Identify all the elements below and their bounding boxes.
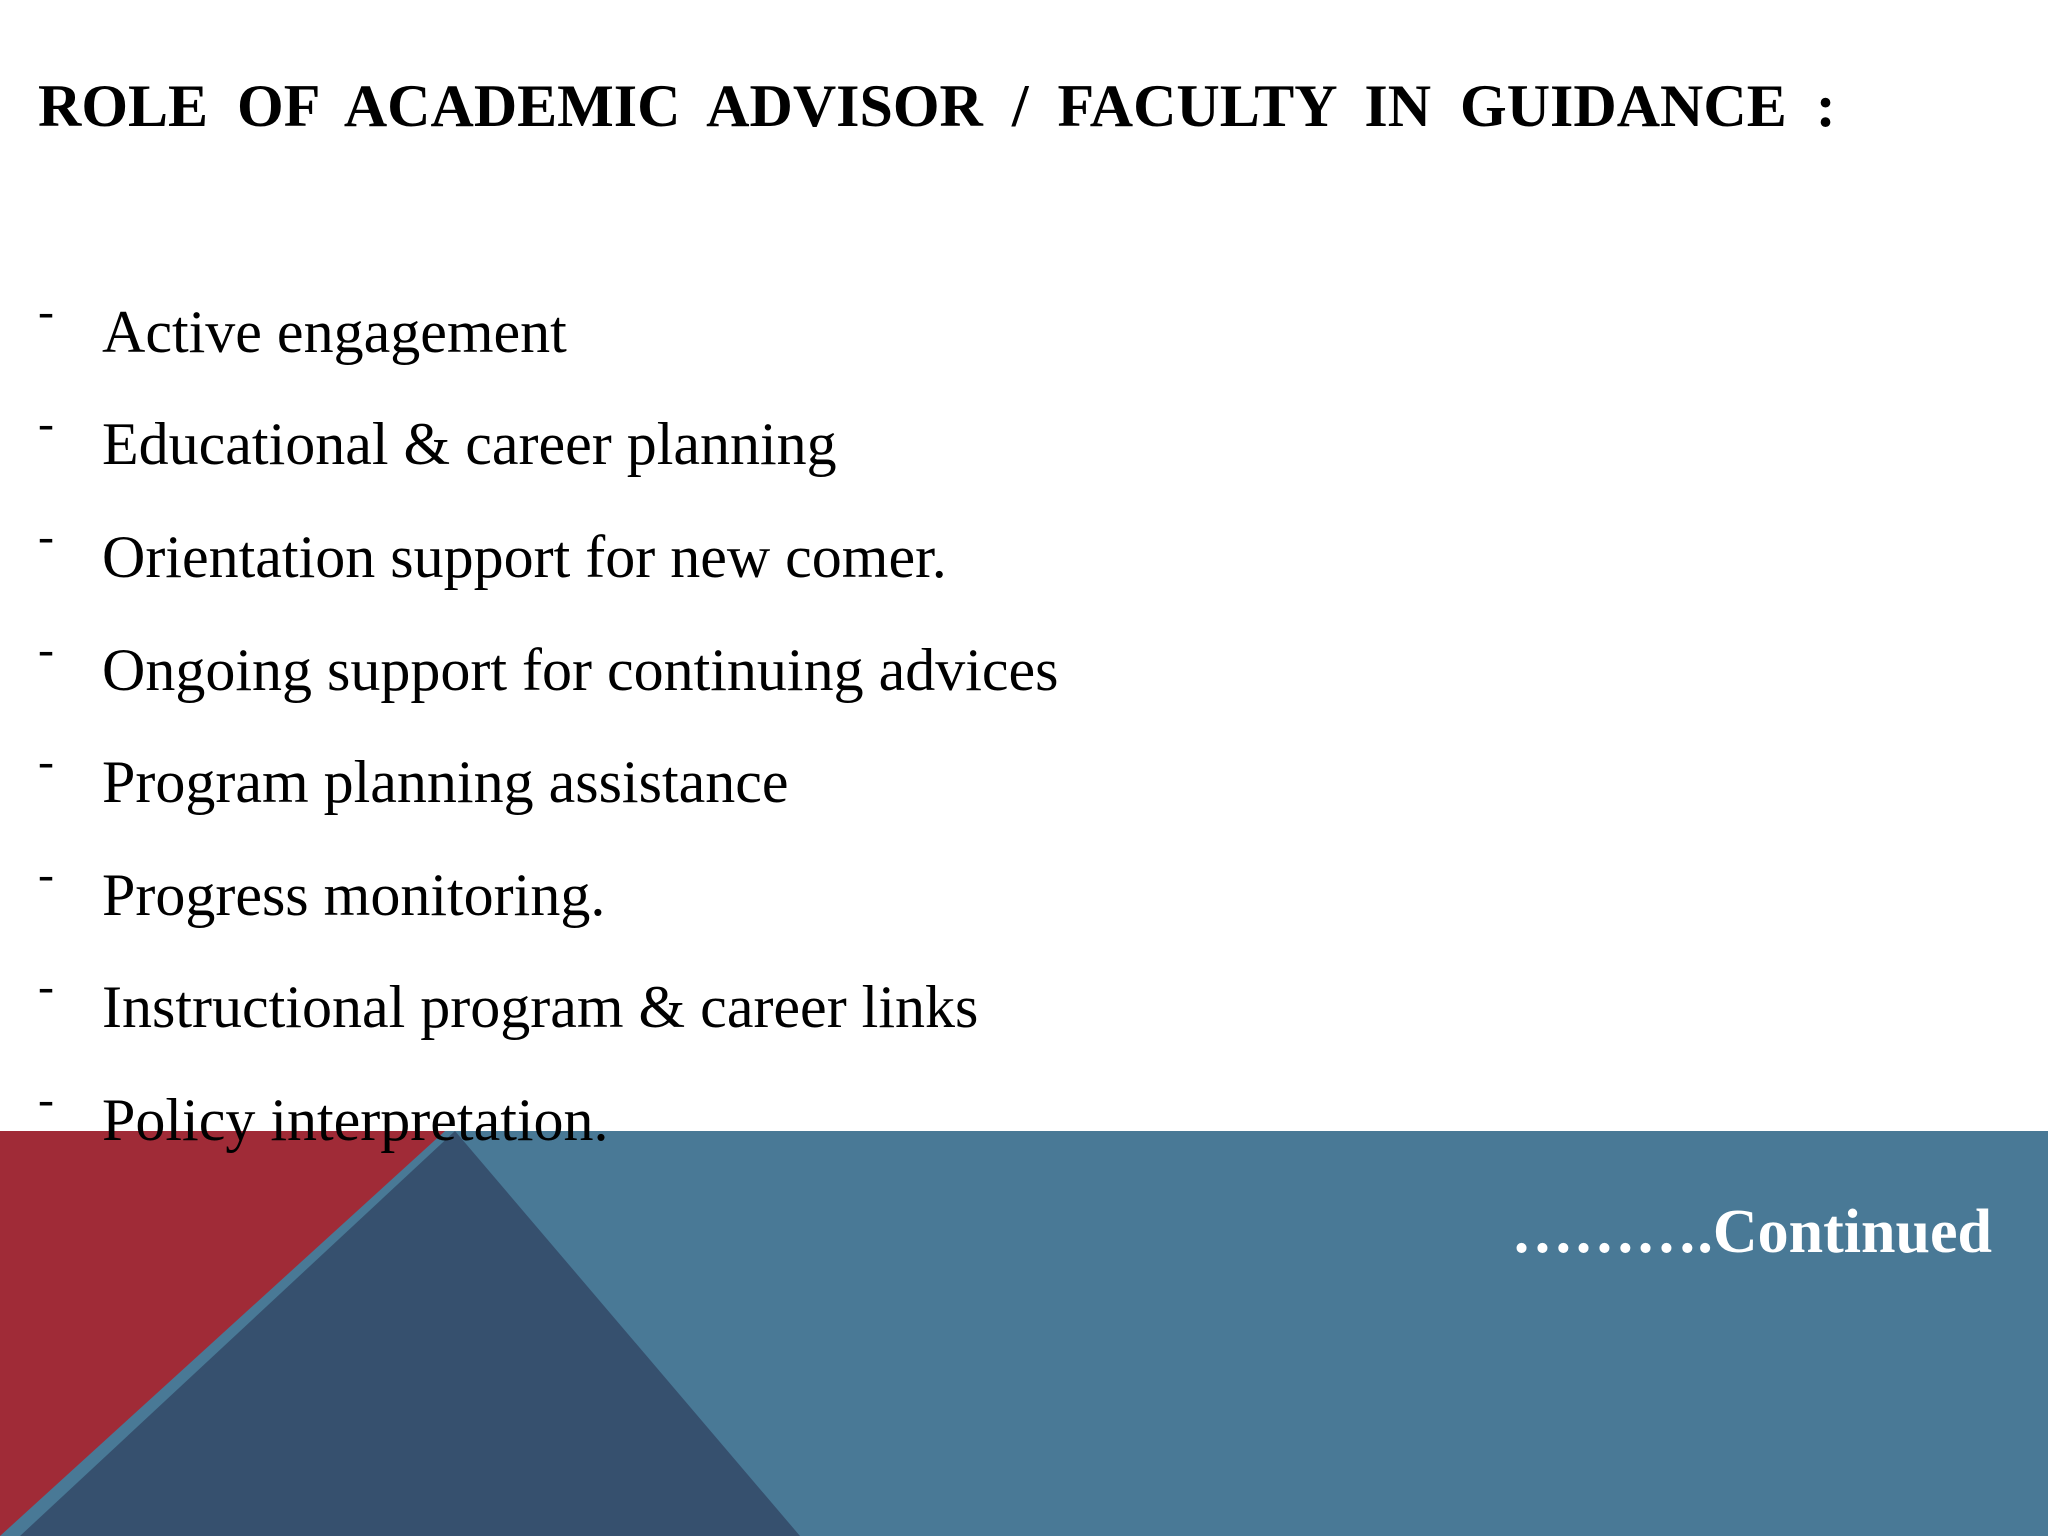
bullet-text: Orientation support for new comer. — [102, 524, 947, 590]
bullet-dash: - — [38, 285, 54, 338]
bullet-dash: - — [38, 735, 54, 788]
bullet-dash: - — [38, 623, 54, 676]
slide-title: ROLE OF ACADEMIC ADVISOR / FACULTY IN GUIDANCE : — [38, 73, 1836, 139]
bullet-text: Active engagement — [102, 299, 567, 365]
bullet-text: Policy interpretation. — [102, 1087, 609, 1153]
bullet-dash: - — [38, 510, 54, 563]
bullet-dash: - — [38, 397, 54, 450]
bullet-text: Progress monitoring. — [102, 862, 606, 928]
bullet-dash: - — [38, 1073, 54, 1126]
bullet-text: Educational & career planning — [102, 411, 837, 477]
bullet-text: Ongoing support for continuing advices — [102, 637, 1059, 703]
bullet-dash: - — [38, 960, 54, 1013]
continued-label: ……….Continued — [1511, 1198, 1992, 1266]
bullet-text: Instructional program & career links — [102, 974, 979, 1040]
bullet-text: Program planning assistance — [102, 749, 789, 815]
bullet-dash: - — [38, 848, 54, 901]
